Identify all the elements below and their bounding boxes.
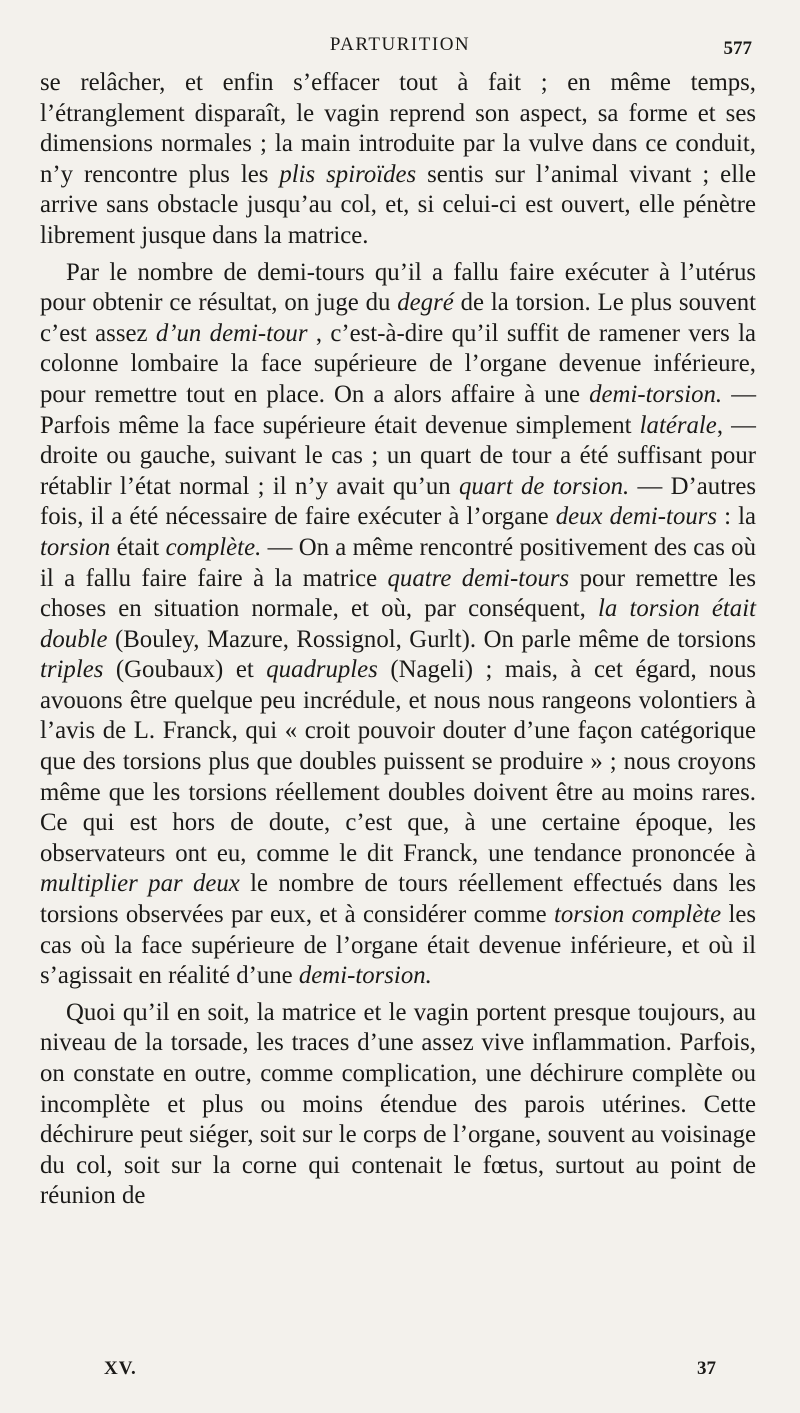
text-run: — Parfois même la face supérieure était devenue simplement	[40, 380, 756, 439]
italic-run: complète.	[165, 533, 262, 561]
text-run: se relâcher, et enfin s’effacer tout à fait ; en même temps, l’étranglement disparaît, le vagin reprend son aspect, sa forme et ses dimensions normales ; la main introduite par la vulve dans ce conduit, n’y rencontre plus les	[40, 69, 756, 188]
text-run: (Goubaux) et	[103, 656, 267, 684]
text-run: les cas où la face supérieure de l’organe était devenue inférieure, et où il s’agissait en réalité d’une	[40, 901, 757, 990]
text-run: de la torsion. Le plus souvent c’est assez	[40, 289, 756, 347]
italic-run: demi-torsion.	[589, 380, 723, 408]
text-run: (Nageli) ; mais, à cet égard, nous avouons être quelque peu incrédule, et nous nous rangeons volontiers à l’avis de L. Franck, qui « croit pouvoir douter d’une façon catégorique que des torsions plus que doubles puissent se produire » ; nous croyons même que les torsions réellement doubles doivent être au moins rares. Ce qui est hors de doute, c’est que, à une certaine époque, les observateurs ont eu, comme le dit Franck, une tendance prononcée à	[40, 656, 756, 867]
paragraph-1	[40, 68, 756, 252]
text-run: sentis sur l’animal vivant ; elle arrive sans obstacle jusqu’au col, et, si celui-ci est ouvert, elle pénètre librement jusque dans la matrice.	[40, 160, 756, 249]
page-footer	[0, 1358, 800, 1388]
italic-run: degré	[397, 289, 454, 317]
italic-run: la torsion était double	[40, 595, 756, 653]
text-run: Par le nombre de demi-tours qu’il a fallu faire exécuter à l’utérus pour obtenir ce résultat, on juge du	[40, 258, 756, 317]
italic-run: torsion	[40, 533, 111, 561]
text-run: était	[110, 533, 166, 561]
italic-run: quatre demi-tours	[387, 564, 570, 592]
text-run: pour remettre les choses en situation normale, et où, par conséquent,	[40, 564, 756, 623]
paragraph-3	[40, 998, 756, 1212]
sheet-number: 37	[697, 1358, 716, 1379]
italic-run: torsion complète	[553, 901, 722, 929]
italic-run: quadruples	[266, 656, 378, 684]
italic-run: triples	[40, 656, 104, 684]
italic-run: d’un demi-tour	[155, 319, 308, 347]
page-header	[0, 34, 800, 64]
italic-run: latérale	[639, 411, 717, 439]
body-text	[40, 68, 756, 1212]
italic-run: multiplier par deux	[40, 870, 240, 898]
italic-run: demi-torsion.	[298, 962, 432, 990]
running-title: PARTURITION	[329, 34, 471, 55]
italic-run: deux demi-tours	[555, 503, 718, 531]
paragraph-2	[40, 258, 756, 992]
italic-run: plis spiroïdes	[279, 160, 417, 188]
text-run: , — droite ou gauche, suivant le cas ; un quart de tour a été suffisant pour rétablir l’état normal ; il n’y avait qu’un	[40, 411, 756, 500]
italic-run: quart de torsion.	[458, 472, 630, 500]
signature-mark: XV.	[104, 1358, 137, 1379]
text-run: — On a même rencontré positivement des cas où il a fallu faire faire à la matrice	[40, 533, 756, 592]
text-run: le nombre de tours réellement effectués dans les torsions observées par eux, et à considérer comme	[40, 870, 756, 929]
text-run: Quoi qu’il en soit, la matrice et le vagin portent presque toujours, au niveau de la torsade, les traces d’une assez vive inflammation. Parfois, on constate en outre, comme complication, une déchirure complète ou incomplète et plus ou moins étendue des parois utérines. Cette déchirure peut siéger, soit sur le corps de l’organe, souvent au voisinage du col, soit sur la corne qui contenait le fœtus, surtout au point de réunion de	[40, 998, 756, 1210]
text-run: (Bouley, Mazure, Rossignol, Gurlt). On parle même de torsions	[107, 625, 756, 653]
text-run: , c’est-à-dire qu’il suffit de ramener vers la colonne lombaire la face supérieure de l’organe devenue inférieure, pour remettre tout en place. On a alors affaire à une	[40, 319, 756, 408]
text-run: : la	[717, 503, 756, 531]
text-run: — D’autres fois, il a été nécessaire de faire exécuter à l’organe	[40, 472, 756, 531]
page-number: 577	[723, 38, 752, 59]
